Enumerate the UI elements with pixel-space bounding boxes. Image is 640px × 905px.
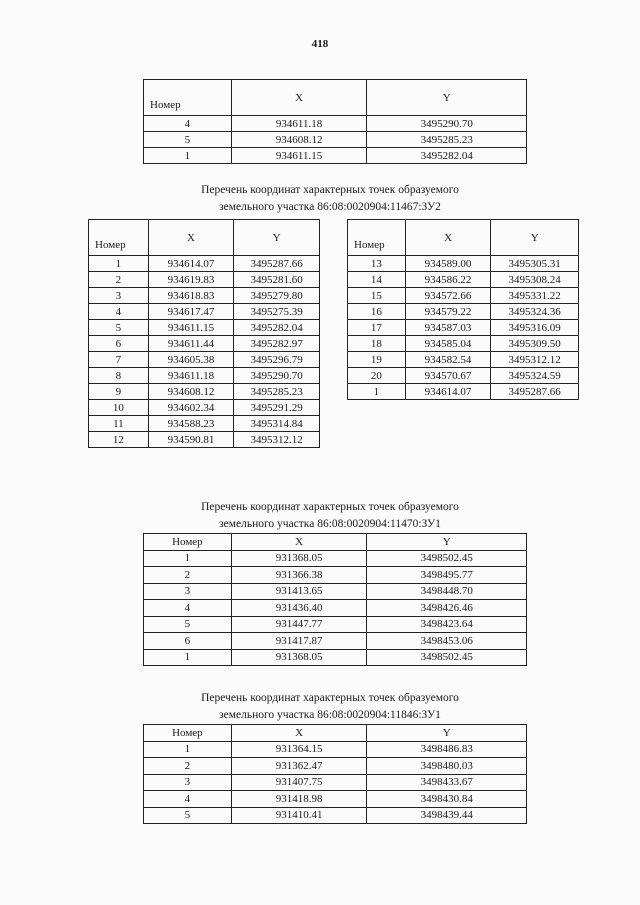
- table-row: [144, 600, 527, 617]
- cell-x: 934579.22: [405, 304, 491, 320]
- cell-x: 934611.44: [148, 336, 234, 352]
- cell-number: 11: [89, 416, 149, 432]
- cell-y: 3495291.29: [234, 400, 320, 416]
- coordinates-table-top: [143, 79, 527, 164]
- cell-y: 3498430.84: [367, 791, 527, 808]
- cell-y: 3495287.66: [491, 384, 579, 400]
- table-row: [144, 741, 527, 758]
- caption-line-2: земельного участка 86:08:0020904:11470:ЗУ1: [219, 518, 441, 530]
- cell-y: 3498426.46: [367, 600, 527, 617]
- cell-y: 3495331.22: [491, 288, 579, 304]
- header-x: X: [231, 80, 367, 116]
- cell-number: 2: [89, 272, 149, 288]
- cell-x: 931366.38: [231, 567, 367, 584]
- cell-x: 934585.04: [405, 336, 491, 352]
- table-row: [348, 384, 579, 400]
- cell-number: 18: [348, 336, 406, 352]
- table-row: [89, 288, 320, 304]
- table-row: [144, 616, 527, 633]
- table-header-row: [348, 220, 579, 256]
- table-row: [144, 132, 527, 148]
- caption-line-2: земельного участка 86:08:0020904:11467:ЗУ2: [219, 201, 441, 213]
- cell-x: 934608.12: [231, 132, 367, 148]
- table-row: [144, 758, 527, 775]
- caption-line-1: Перечень координат характерных точек образуемого: [201, 184, 459, 196]
- table-row: [144, 116, 527, 132]
- cell-x: 934570.67: [405, 368, 491, 384]
- table-caption-zu2: [0, 182, 640, 216]
- cell-number: 1: [89, 256, 149, 272]
- cell-number: 2: [144, 567, 232, 584]
- cell-number: 3: [144, 583, 232, 600]
- caption-line-1: Перечень координат характерных точек образуемого: [201, 692, 459, 704]
- table-row: [89, 352, 320, 368]
- table-row: [348, 320, 579, 336]
- cell-y: 3498486.83: [367, 741, 527, 758]
- cell-x: 934617.47: [148, 304, 234, 320]
- coordinates-table-zu2-left: [88, 219, 320, 448]
- coordinates-table-11846: [143, 724, 527, 824]
- cell-x: 931368.05: [231, 649, 367, 666]
- table-row: [144, 807, 527, 824]
- cell-number: 6: [89, 336, 149, 352]
- table-header-row: [89, 220, 320, 256]
- table-row: [144, 649, 527, 666]
- cell-x: 934611.15: [148, 320, 234, 336]
- table-row: [89, 256, 320, 272]
- table-caption-11470: [0, 499, 640, 533]
- cell-x: 934590.81: [148, 432, 234, 448]
- cell-number: 8: [89, 368, 149, 384]
- cell-x: 931362.47: [231, 758, 367, 775]
- cell-y: 3498453.06: [367, 633, 527, 650]
- cell-number: 2: [144, 758, 232, 775]
- table-row: [89, 384, 320, 400]
- table-row: [144, 791, 527, 808]
- cell-x: 934619.83: [148, 272, 234, 288]
- table-row: [144, 567, 527, 584]
- cell-number: 10: [89, 400, 149, 416]
- cell-x: 931364.15: [231, 741, 367, 758]
- cell-number: 5: [89, 320, 149, 336]
- table-caption-11846: [0, 690, 640, 724]
- header-y: Y: [367, 725, 527, 742]
- cell-x: 934605.38: [148, 352, 234, 368]
- cell-number: 4: [144, 791, 232, 808]
- cell-y: 3495282.04: [234, 320, 320, 336]
- coordinates-table-zu2-right: [347, 219, 579, 400]
- cell-y: 3498439.44: [367, 807, 527, 824]
- cell-number: 20: [348, 368, 406, 384]
- header-number: Номер: [144, 725, 232, 742]
- cell-number: 7: [89, 352, 149, 368]
- cell-number: 1: [144, 550, 232, 567]
- cell-number: 1: [348, 384, 406, 400]
- cell-y: 3495296.79: [234, 352, 320, 368]
- cell-y: 3495275.39: [234, 304, 320, 320]
- cell-x: 934586.22: [405, 272, 491, 288]
- cell-x: 934611.15: [231, 148, 367, 164]
- cell-y: 3495282.04: [367, 148, 527, 164]
- cell-number: 5: [144, 807, 232, 824]
- cell-y: 3498502.45: [367, 550, 527, 567]
- cell-y: 3495309.50: [491, 336, 579, 352]
- cell-x: 931418.98: [231, 791, 367, 808]
- header-y: Y: [491, 220, 579, 256]
- cell-y: 3495279.80: [234, 288, 320, 304]
- table-row: [348, 304, 579, 320]
- cell-x: 931407.75: [231, 774, 367, 791]
- header-number: Номер: [89, 220, 149, 256]
- cell-x: 934611.18: [148, 368, 234, 384]
- cell-x: 931436.40: [231, 600, 367, 617]
- cell-y: 3498423.64: [367, 616, 527, 633]
- table-row: [348, 352, 579, 368]
- cell-x: 934618.83: [148, 288, 234, 304]
- cell-y: 3495285.23: [367, 132, 527, 148]
- cell-y: 3498480.03: [367, 758, 527, 775]
- cell-number: 12: [89, 432, 149, 448]
- cell-y: 3495285.23: [234, 384, 320, 400]
- table-row: [89, 416, 320, 432]
- cell-x: 934582.54: [405, 352, 491, 368]
- table-row: [144, 583, 527, 600]
- cell-y: 3498433.67: [367, 774, 527, 791]
- table-row: [348, 256, 579, 272]
- table-header-row: [144, 80, 527, 116]
- cell-y: 3498448.70: [367, 583, 527, 600]
- cell-y: 3495282.97: [234, 336, 320, 352]
- cell-y: 3495290.70: [367, 116, 527, 132]
- cell-x: 931413.65: [231, 583, 367, 600]
- table-row: [348, 336, 579, 352]
- caption-line-2: земельного участка 86:08:0020904:11846:ЗУ1: [219, 709, 441, 721]
- cell-y: 3495312.12: [491, 352, 579, 368]
- cell-x: 931417.87: [231, 633, 367, 650]
- caption-line-1: Перечень координат характерных точек образуемого: [201, 501, 459, 513]
- cell-number: 3: [89, 288, 149, 304]
- table-row: [144, 633, 527, 650]
- cell-x: 934587.03: [405, 320, 491, 336]
- table-row: [89, 272, 320, 288]
- table-row: [89, 320, 320, 336]
- cell-x: 934572.66: [405, 288, 491, 304]
- cell-y: 3495316.09: [491, 320, 579, 336]
- cell-y: 3495287.66: [234, 256, 320, 272]
- table-row: [144, 148, 527, 164]
- cell-number: 3: [144, 774, 232, 791]
- cell-number: 9: [89, 384, 149, 400]
- cell-x: 934602.34: [148, 400, 234, 416]
- cell-number: 4: [144, 116, 232, 132]
- cell-y: 3495308.24: [491, 272, 579, 288]
- cell-y: 3495312.12: [234, 432, 320, 448]
- header-x: X: [231, 725, 367, 742]
- cell-number: 1: [144, 649, 232, 666]
- table-header-row: [144, 725, 527, 742]
- cell-x: 934608.12: [148, 384, 234, 400]
- cell-x: 931368.05: [231, 550, 367, 567]
- table-row: [89, 336, 320, 352]
- cell-number: 5: [144, 616, 232, 633]
- cell-number: 1: [144, 741, 232, 758]
- cell-x: 934614.07: [405, 384, 491, 400]
- table-row: [348, 272, 579, 288]
- cell-x: 934589.00: [405, 256, 491, 272]
- table-row: [348, 288, 579, 304]
- table-row: [89, 400, 320, 416]
- cell-y: 3498495.77: [367, 567, 527, 584]
- header-y: Y: [234, 220, 320, 256]
- cell-number: 14: [348, 272, 406, 288]
- cell-number: 4: [144, 600, 232, 617]
- cell-x: 934611.18: [231, 116, 367, 132]
- cell-y: 3495290.70: [234, 368, 320, 384]
- cell-number: 13: [348, 256, 406, 272]
- header-number: Номер: [348, 220, 406, 256]
- cell-number: 4: [89, 304, 149, 320]
- cell-y: 3495324.59: [491, 368, 579, 384]
- coordinates-table-11470: [143, 533, 527, 666]
- cell-y: 3495305.31: [491, 256, 579, 272]
- table-row: [89, 432, 320, 448]
- cell-x: 934588.23: [148, 416, 234, 432]
- header-y: Y: [367, 80, 527, 116]
- table-row: [144, 550, 527, 567]
- cell-number: 17: [348, 320, 406, 336]
- table-header-row: [144, 534, 527, 551]
- cell-number: 16: [348, 304, 406, 320]
- header-number: Номер: [144, 80, 232, 116]
- cell-x: 931447.77: [231, 616, 367, 633]
- cell-number: 5: [144, 132, 232, 148]
- header-y: Y: [367, 534, 527, 551]
- page-number: 418: [311, 38, 329, 50]
- cell-number: 1: [144, 148, 232, 164]
- table-row: [89, 368, 320, 384]
- cell-number: 19: [348, 352, 406, 368]
- header-x: X: [231, 534, 367, 551]
- cell-y: 3498502.45: [367, 649, 527, 666]
- cell-x: 931410.41: [231, 807, 367, 824]
- table-row: [348, 368, 579, 384]
- header-x: X: [405, 220, 491, 256]
- table-row: [89, 304, 320, 320]
- cell-y: 3495324.36: [491, 304, 579, 320]
- header-number: Номер: [144, 534, 232, 551]
- cell-y: 3495281.60: [234, 272, 320, 288]
- cell-y: 3495314.84: [234, 416, 320, 432]
- cell-number: 6: [144, 633, 232, 650]
- header-x: X: [148, 220, 234, 256]
- cell-number: 15: [348, 288, 406, 304]
- cell-x: 934614.07: [148, 256, 234, 272]
- table-row: [144, 774, 527, 791]
